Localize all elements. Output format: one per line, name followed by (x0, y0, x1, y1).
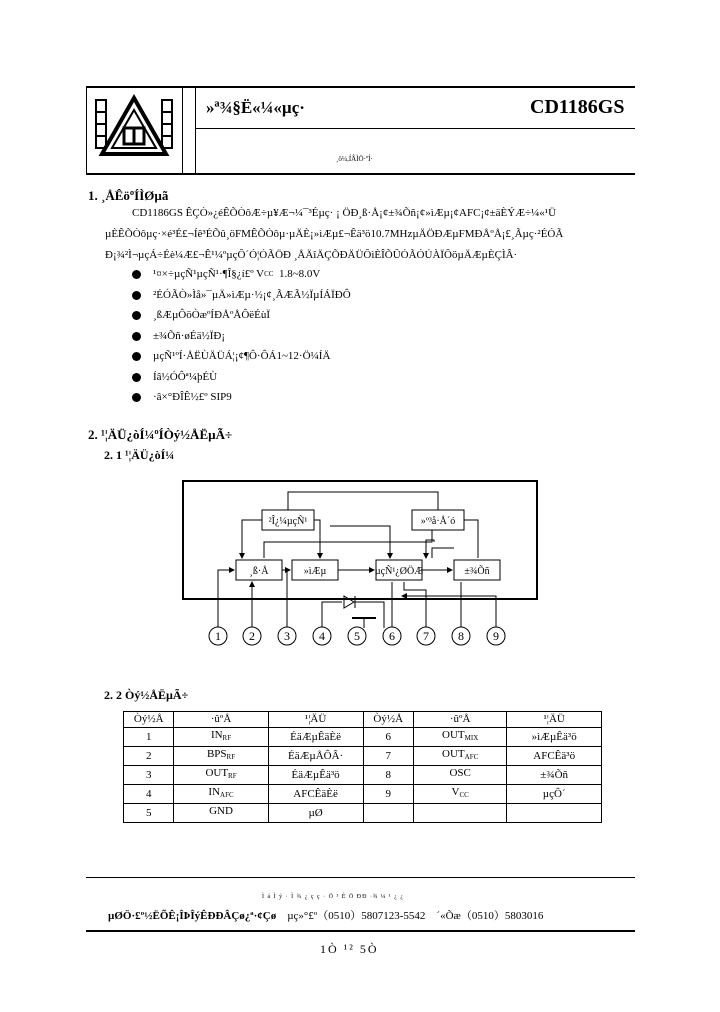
symbol-text: OUT (442, 748, 465, 760)
section1-para-line1: CD1186GS ÊÇÒ»¿éÊÕÒôÆ÷µ¥Æ¬¼¯³Éµç· ¡ ÖÐ¸ß·Å¡¢±¾Õñ¡¢»ìÆµ¡¢AFC¡¢±äÈÝÆ÷¼«¹Ü (132, 207, 557, 219)
pin-cell: 9 (363, 785, 413, 804)
table-header: ¹¦ÄÜ (268, 712, 363, 728)
supply-subscript: CC (264, 270, 274, 278)
feature-item (132, 371, 217, 383)
section2-sub2: 2. 2 Òý½ÅËµÃ÷ (104, 688, 189, 702)
diode-icon (344, 596, 354, 608)
bullet-icon (132, 332, 141, 341)
feature-item (132, 289, 351, 301)
function-cell: ÉäÆµÅÔÂ· (268, 747, 363, 766)
bullet-icon (132, 270, 141, 279)
function-cell: ÉäÆµÊä³ö (268, 766, 363, 785)
symbol-text: BPS (206, 748, 227, 760)
table-header-row (124, 712, 602, 728)
wire (288, 492, 438, 510)
wire (404, 582, 426, 628)
feature-text: ±¾Õñ·øÉä½ÏÐ¡ (153, 330, 226, 342)
symbol-text: IN (210, 729, 223, 741)
pin-number: 3 (284, 629, 290, 643)
company-logo-icon (92, 92, 176, 168)
table-row (124, 766, 602, 785)
wire (264, 530, 432, 558)
pin-number: 6 (389, 629, 395, 643)
symbol-subscript: MIX (464, 734, 479, 742)
feature-item (132, 268, 320, 280)
symbol-text: OSC (449, 767, 471, 779)
footer-tel: （0510）5807123-5542 (317, 910, 426, 922)
symbol-text: GND (209, 805, 233, 817)
feature-text: ¹¤×÷µçÑ¹µçÑ¹·¶Î§¿í£º V (153, 268, 265, 280)
feature-text: µçÑ¹ºÍ·ÅËÙÄÜÁ¦¡¢¶Ô·ÔÁ1~12·Ö¼ÍÄ (153, 350, 331, 362)
block-mixer-label: »ìÆµ (303, 566, 327, 577)
pin-cell: 8 (363, 766, 413, 785)
pin-number: 9 (493, 629, 499, 643)
pin-cell: 5 (124, 804, 174, 823)
pin-cell: 1 (124, 728, 174, 747)
block-reference-voltage-label: ²Î¿¼µçÑ¹ (268, 516, 308, 527)
table-header: Òý½Å (124, 712, 174, 728)
symbol-cell (413, 804, 506, 823)
bullet-icon (132, 352, 141, 361)
header-top-rule (86, 86, 635, 88)
table-header: ¹¦ÄÜ (507, 712, 602, 728)
symbol-cell (174, 728, 268, 747)
wire (322, 602, 342, 628)
section2-heading: 2. ¹¦ÄÜ¿òÍ¼ºÍÒý½ÅËµÃ÷ (88, 427, 233, 442)
symbol-cell (174, 747, 268, 766)
section2-sub1: 2. 1 ¹¦ÄÜ¿òÍ¼ (104, 448, 175, 462)
symbol-subscript: AFC (464, 753, 479, 761)
footer-contact (108, 907, 543, 923)
pin-number: 2 (249, 629, 255, 643)
feature-text: ¸ßÆµÔöÒæºÍÐÅºÅÔëÉùÏ (153, 309, 271, 321)
table-header: Òý½Å (363, 712, 413, 728)
symbol-text: IN (208, 786, 221, 798)
symbol-cell (413, 785, 506, 804)
function-cell: µØ (268, 804, 363, 823)
symbol-cell (413, 747, 506, 766)
symbol-subscript: RF (228, 772, 237, 780)
footer-fax-label: ´«Õæ (436, 910, 461, 922)
section1-heading: 1. ¸ÅÊöºÍÌØµã (88, 188, 169, 203)
chip-outline (183, 481, 537, 599)
symbol-subscript: RF (226, 753, 236, 761)
header-divider-1 (182, 86, 183, 174)
block-oscillator-label: ±¾Õñ (464, 566, 490, 577)
symbol-cell (413, 766, 506, 785)
pin-cell (363, 804, 413, 823)
block-buffer-amp-label: »º³å·Å´ó (420, 516, 456, 527)
pin-cell: 2 (124, 747, 174, 766)
function-cell: ±¾Õñ (507, 766, 602, 785)
wire (464, 520, 478, 558)
symbol-cell (174, 785, 268, 804)
function-cell: »ìÆµÊä³ö (507, 728, 602, 747)
table-header: ·ûºÅ (413, 712, 506, 728)
feature-text: ·â×°ÐÎÊ½£º SIP9 (153, 391, 232, 403)
pin-number: 8 (458, 629, 464, 643)
table-row (124, 747, 602, 766)
table-row (124, 785, 602, 804)
feature-text: Íâ½ÓÔª¼þÉÙ (153, 371, 218, 383)
pin-row (209, 627, 505, 645)
footer-bottom-rule (86, 930, 635, 932)
bullet-icon (132, 373, 141, 382)
header-subtitle: ¸ö¼,ÍÂÌÖ·ºÍ· (336, 155, 373, 163)
function-cell: AFCÊä³ö (507, 747, 602, 766)
pin-number: 7 (423, 629, 429, 643)
header-left-border (86, 86, 87, 174)
block-diagram (180, 478, 540, 650)
header-divider-2 (195, 86, 196, 174)
wire (242, 520, 262, 558)
table-row (124, 804, 602, 823)
function-cell: AFCÊäÈë (268, 785, 363, 804)
symbol-text: OUT (442, 729, 465, 741)
wire (426, 540, 434, 558)
pin-cell: 6 (363, 728, 413, 747)
symbol-cell (174, 766, 268, 785)
supply-range: 1.8~8.0V (278, 268, 321, 280)
header-bottom-rule (86, 173, 635, 175)
page-number: 1Ò ¹² 5Ò (320, 942, 379, 956)
footer-top-rule (86, 877, 635, 878)
symbol-text: V (451, 786, 460, 798)
header-mid-rule (196, 128, 635, 129)
pin-number: 1 (215, 629, 221, 643)
header-title: »ª¾§Ë«¼«µç· (206, 98, 305, 117)
pin-table (123, 711, 602, 823)
feature-item (132, 350, 330, 362)
pin-cell: 4 (124, 785, 174, 804)
symbol-cell (174, 804, 268, 823)
footer-fax: （0510）5803016 (460, 910, 544, 922)
symbol-subscript: AFC (220, 791, 234, 799)
pin-number: 5 (354, 629, 360, 643)
footer-tel-label: µç»°£º (287, 910, 318, 922)
bullet-icon (132, 291, 141, 300)
feature-item (132, 309, 270, 321)
function-cell (507, 804, 602, 823)
function-cell: µçÔ´ (507, 785, 602, 804)
bullet-icon (132, 393, 141, 402)
symbol-cell (413, 728, 506, 747)
footer-address: µØÖ·£º½ËÕÊ¡ÎÞÎýÊÐÐÂÇø¿ª·¢Çø (108, 910, 277, 922)
footer-small-line: Ì á Ì ý · Ì ¾ ¿ ç ç · Ö ³ É Ö ÐÐ ·¾ ¼ ¹ ¿ ¿ (262, 894, 405, 900)
wire (432, 548, 454, 558)
block-voltage-control-label: µçÑ¹¿ØÖÆ (374, 566, 424, 577)
wire (402, 596, 496, 628)
table-header: ·ûºÅ (174, 712, 268, 728)
section1-para-line3: Ð¡¾²Ì¬µçÁ÷Éè¼Æ£¬Ê¹¼ºµçÔ´Ó¦ÓÃÖÐ ¸ÅÄîÄÇÕÐÄÜÔìÈÎÕÛÓÃÓÚÀÏÔöµÄÆµÈÇÌÂ· (105, 249, 518, 261)
bullet-icon (132, 311, 141, 320)
part-number: CD1186GS (530, 96, 625, 118)
table-row (124, 728, 602, 747)
wire (314, 520, 320, 558)
symbol-text: OUT (205, 767, 229, 779)
function-cell: ÉäÆµÊäÈë (268, 728, 363, 747)
feature-item (132, 330, 225, 342)
symbol-subscript: CC (459, 791, 469, 799)
section1-para-line2: µÈÊÕÒôµç·×é³É£¬Íê³ÉÕû¸öFMÊÕÒôµ·µÄÈ¡»ìÆµ£¬Êä³ö10.7MHzµÄÖÐÆµFMÐÅºÅ¡£¸Ãµç·²ÉÓÃ (105, 228, 564, 240)
symbol-subscript: RF (222, 734, 232, 742)
feature-item (132, 391, 232, 403)
feature-text: ²ÉÓÃÒ»Ìå»¯µÄ»ìÆµ·½¡¢¸ÃÆÃ½ÏµÍÁÏÐÔ (153, 289, 351, 301)
pin-number: 4 (319, 629, 325, 643)
wire (355, 602, 384, 628)
block-rf-amp-label: ¸ß·Å (249, 566, 269, 577)
pin-cell: 3 (124, 766, 174, 785)
pin-cell: 7 (363, 747, 413, 766)
